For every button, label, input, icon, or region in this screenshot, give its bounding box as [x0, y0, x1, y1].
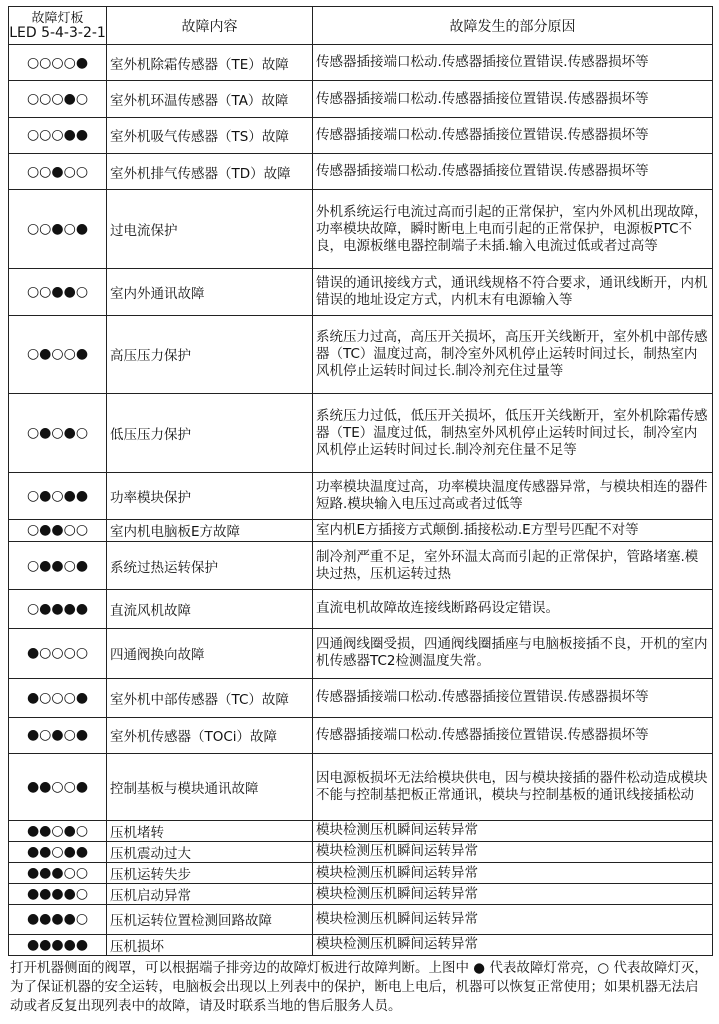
table-row	[9, 862, 713, 883]
table-row	[9, 934, 713, 955]
footer-note: 打开机器侧面的阀罩，可以根据端子排旁边的故障灯板进行故障判断。上图中 ● 代表故障灯常亮，○ 代表故障灯灭，为了保证机器的安全运转，电脑板会出现以上列表中的保护，断电上电后，机器可以恢复正常使用；如果机器无法启动或者反复出现列表中的故障，请及时联系当地的售后服务人员。	[10, 960, 708, 1014]
fault-name: 直流风机故障	[107, 590, 313, 628]
led-pattern: ●○○○●	[9, 679, 107, 717]
fault-name: 控制基板与模块通讯故障	[107, 753, 313, 820]
fault-cause: 错误的通讯接线方式，通讯线规格不符合要求，通讯线断开，内机错误的地址设定方式，内机末有电源输入等	[313, 269, 713, 315]
led-column-header	[9, 7, 107, 45]
led-pattern: ○●○●○	[9, 394, 107, 473]
fault-name: 功率模块保护	[107, 473, 313, 519]
fault-name: 过电流保护	[107, 190, 313, 269]
fault-name: 压机运转位置检测回路故障	[107, 905, 313, 934]
fault-name: 压机震动过大	[107, 841, 313, 862]
led-pattern: ●●●●○	[9, 884, 107, 905]
led-pattern: ●●○○●	[9, 753, 107, 820]
led-pattern: ●●●●●	[9, 934, 107, 955]
fault-cause: 模块检测压机瞬间运转异常	[313, 841, 713, 862]
led-pattern: ●●●○○	[9, 862, 107, 883]
led-pattern: ○○○●●	[9, 117, 107, 153]
table-row	[9, 519, 713, 541]
fault-cause: 系统压力过低，低压开关损坏，低压开关线断开，室外机除霜传感器（TE）温度过低，制热室外风机停止运转时间过长，制冷室内风机停止运转时间过长.制冷剂充住量不足等	[313, 394, 713, 473]
led-pattern: ○●●○○	[9, 519, 107, 541]
led-header-title: 故障灯板	[31, 10, 84, 26]
fault-name: 室外机除霜传感器（TE）故障	[107, 45, 313, 81]
fault-cause: 传感器插接端口松动.传感器插接位置错误.传感器损坏等	[313, 81, 713, 117]
table-row	[9, 590, 713, 628]
table-row	[9, 81, 713, 117]
fault-name: 压机启动异常	[107, 884, 313, 905]
fault-name: 压机堵转	[107, 820, 313, 841]
fault-cause: 模块检测压机瞬间运转异常	[313, 862, 713, 883]
fault-cause: 传感器插接端口松动.传感器插接位置错误.传感器损坏等	[313, 117, 713, 153]
led-pattern: ○●●○●	[9, 541, 107, 589]
table-row	[9, 269, 713, 315]
fault-name-column-header: 故障内容	[107, 7, 313, 45]
fault-cause: 模块检测压机瞬间运转异常	[313, 884, 713, 905]
fault-cause: 模块检测压机瞬间运转异常	[313, 934, 713, 955]
table-row	[9, 45, 713, 81]
led-pattern: ●●○●●	[9, 841, 107, 862]
fault-name: 室内外通讯故障	[107, 269, 313, 315]
fault-cause: 传感器插接端口松动.传感器插接位置错误.传感器损坏等	[313, 45, 713, 81]
fault-cause: 模块检测压机瞬间运转异常	[313, 905, 713, 934]
table-row	[9, 190, 713, 269]
fault-name: 四通阀换向故障	[107, 628, 313, 678]
fault-name: 压机运转失步	[107, 862, 313, 883]
fault-name: 室外机传感器（TOCi）故障	[107, 717, 313, 753]
table-row	[9, 394, 713, 473]
fault-name: 低压压力保护	[107, 394, 313, 473]
table-row	[9, 628, 713, 678]
table-row	[9, 679, 713, 717]
fault-name: 高压压力保护	[107, 315, 313, 394]
fault-cause: 传感器插接端口松动.传感器插接位置错误.传感器损坏等	[313, 154, 713, 190]
table-row	[9, 717, 713, 753]
fault-name: 室外机排气传感器（TD）故障	[107, 154, 313, 190]
fault-cause: 四通阀线圈受损，四通阀线圈插座与电脑板接插不良，开机的室内机传感器TC2检测温度失常。	[313, 628, 713, 678]
table-row	[9, 820, 713, 841]
fault-cause: 模块检测压机瞬间运转异常	[313, 820, 713, 841]
table-row	[9, 541, 713, 589]
table-row	[9, 884, 713, 905]
led-pattern: ○●●●●	[9, 590, 107, 628]
fault-rows	[9, 45, 713, 956]
fault-cause: 功率模块温度过高，功率模块温度传感器异常，与模块相连的器件短路.模块输入电压过高或者过低等	[313, 473, 713, 519]
table-row	[9, 315, 713, 394]
table-row	[9, 905, 713, 934]
led-pattern: ○○●●○	[9, 269, 107, 315]
fault-cause: 直流电机故障故连接线断路码设定错误。	[313, 590, 713, 628]
fault-code-table	[8, 6, 713, 956]
fault-name: 室外机吸气传感器（TS）故障	[107, 117, 313, 153]
table-row	[9, 473, 713, 519]
fault-cause: 传感器插接端口松动.传感器插接位置错误.传感器损坏等	[313, 679, 713, 717]
table-header-row	[9, 7, 713, 45]
table-row	[9, 117, 713, 153]
fault-cause-column-header: 故障发生的部分原因	[313, 7, 713, 45]
led-pattern: ○○○●○	[9, 81, 107, 117]
led-pattern: ○●○●●	[9, 473, 107, 519]
led-pattern: ●●●●○	[9, 905, 107, 934]
fault-cause: 室内机E方插接方式颠倒.插接松动.E方型号匹配不对等	[313, 519, 713, 541]
fault-cause: 制冷剂严重不足，室外环温太高而引起的正常保护，管路堵塞.模块过热，压机运转过热	[313, 541, 713, 589]
table-row	[9, 154, 713, 190]
fault-cause: 外机系统运行电流过高而引起的正常保护，室内外风机出现故障，功率模块故障，瞬时断电上电而引起的正常保护，电源板PTC不良，电源板继电器控制端子未插.输入电流过低或者过高等	[313, 190, 713, 269]
table-row	[9, 753, 713, 820]
led-pattern: ○○●○○	[9, 154, 107, 190]
led-pattern: ●○●○●	[9, 717, 107, 753]
fault-name: 压机损坏	[107, 934, 313, 955]
fault-cause: 因电源板损坏无法给模块供电，因与模块接插的器件松动造成模块不能与控制基把板正常通讯，模块与控制基板的通讯线接插松动	[313, 753, 713, 820]
led-header-sequence: LED 5-4-3-2-1	[9, 24, 106, 41]
fault-name: 系统过热运转保护	[107, 541, 313, 589]
led-pattern: ○●○○●	[9, 315, 107, 394]
led-pattern: ●○○○○	[9, 628, 107, 678]
led-pattern: ●●○●○	[9, 820, 107, 841]
table-row	[9, 841, 713, 862]
led-pattern: ○○●○●	[9, 190, 107, 269]
fault-cause: 系统压力过高，高压开关损坏，高压开关线断开，室外机中部传感器（TC）温度过高，制冷室外风机停止运转时间过长，制热室内风机停止运转时间过长.制冷剂充住过量等	[313, 315, 713, 394]
led-pattern: ○○○○●	[9, 45, 107, 81]
fault-cause: 传感器插接端口松动.传感器插接位置错误.传感器损坏等	[313, 717, 713, 753]
fault-name: 室外机环温传感器（TA）故障	[107, 81, 313, 117]
fault-name: 室外机中部传感器（TC）故障	[107, 679, 313, 717]
fault-name: 室内机电脑板E方故障	[107, 519, 313, 541]
